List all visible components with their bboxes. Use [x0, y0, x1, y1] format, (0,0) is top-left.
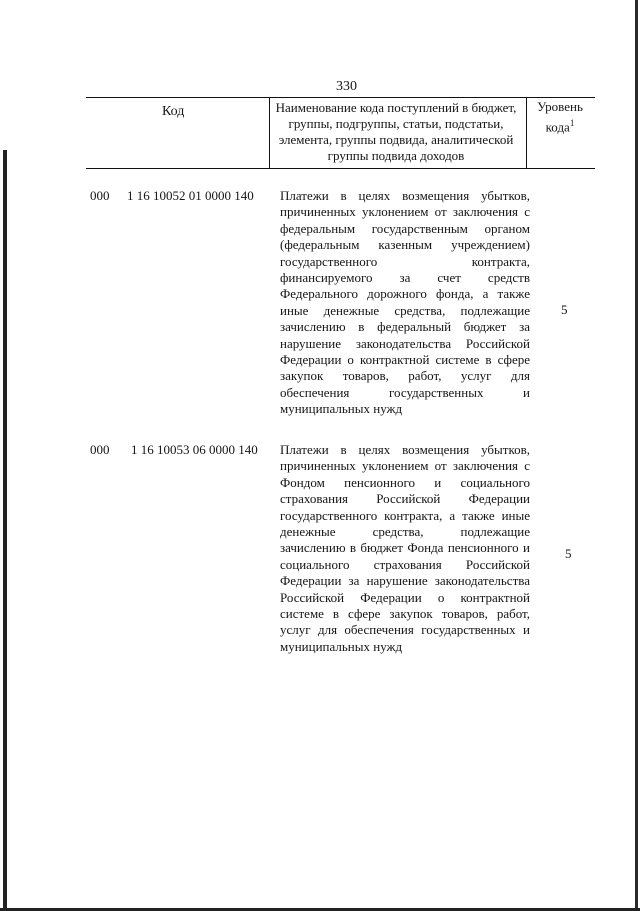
- row-level: 5: [565, 546, 572, 561]
- scan-edge: [3, 150, 7, 911]
- admin-code: 000: [90, 442, 110, 457]
- column-divider: [526, 98, 527, 168]
- footnote-marker: 1: [569, 118, 575, 128]
- scan-edge: [635, 0, 638, 911]
- income-code: 1 16 10052 01 0000 140: [127, 188, 254, 203]
- row-level: 5: [561, 302, 568, 317]
- column-divider: [269, 98, 270, 168]
- header-code: Код: [162, 104, 185, 119]
- admin-code: 000: [90, 188, 110, 203]
- income-code: 1 16 10053 06 0000 140: [131, 442, 258, 457]
- row-description: Платежи в целях возмещения убытков, причиненных уклонением от заключения с федеральным государственным органом (федеральным казенным учреждением) государственного контракта, финансируемого за счет средств Федерального дорожного фонда, а также иные денежные средства, подлежащие зачислению в федеральный бюджет за нарушение законодательства Российской Федерации о контрактной системе в сфере закупок товаров, работ, услуг для обеспечения государственных и муниципальных нужд: [280, 188, 530, 417]
- table-header: [86, 97, 595, 169]
- row-description: Платежи в целях возмещения убытков, причиненных уклонением от заключения с Фондом пенсионного и социального страхования Российской Федерации государственного контракта, а также иные денежные средства, подлежащие зачислению в бюджет Фонда пенсионного и социального страхования Российской Федерации за нарушение законодательства Российской Федерации о контрактной системе в сфере закупок товаров, работ, услуг для обеспечения государственных и муниципальных нужд: [280, 442, 530, 654]
- header-level-label: Уровень кода: [537, 99, 583, 135]
- header-level: [528, 99, 592, 135]
- header-name: Наименование кода поступлений в бюджет, группы, подгруппы, статьи, подстатьи, элемента, группы подвида, аналитической группы подвида доходов: [275, 100, 517, 163]
- page-number: 330: [336, 79, 357, 94]
